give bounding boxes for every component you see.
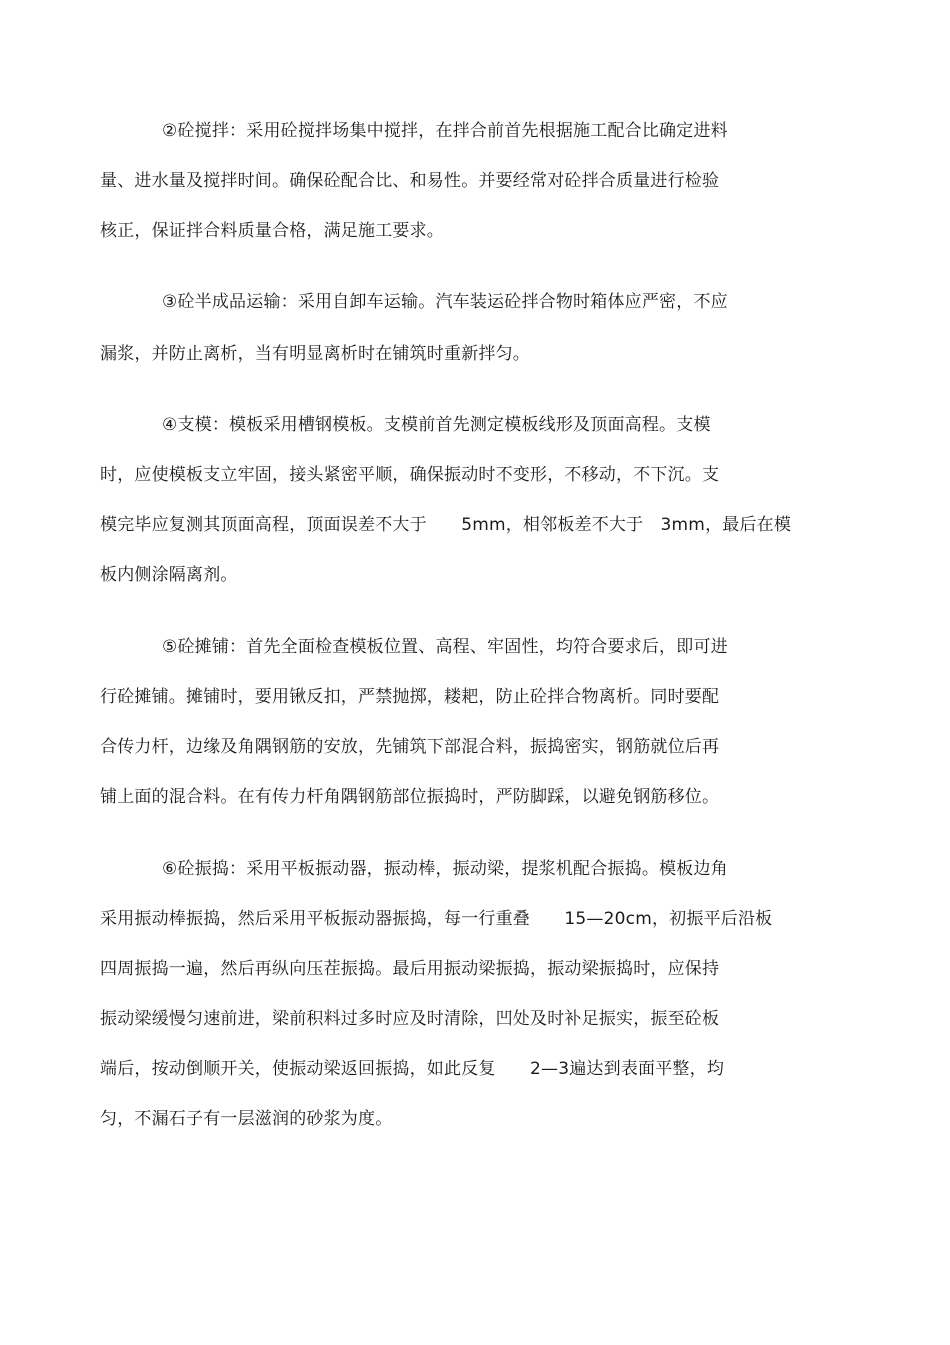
paragraph-5-line-2: 采用振动棒振捣，然后采用平板振动器振捣，每一行重叠 15—20cm，初振平后沿板 <box>100 909 773 929</box>
paragraph-1-line-2: 量、进水量及搅拌时间。确保砼配合比、和易性。并要经常对砼拌合质量进行检验 <box>100 171 720 191</box>
paragraph-1-line-1: ②砼搅拌：采用砼搅拌场集中搅拌，在拌合前首先根据施工配合比确定进料 <box>162 121 728 141</box>
paragraph-3-line-1: ④支模：模板采用槽钢模板。支模前首先测定模板线形及顶面高程。支模 <box>162 415 711 435</box>
paragraph-4-line-2: 行砼摊铺。摊铺时，要用锹反扣，严禁抛掷，耧耙，防止砼拌合物离析。同时要配 <box>100 687 720 707</box>
paragraph-5-line-3: 四周振捣一遍，然后再纵向压茬振捣。最后用振动梁振捣，振动梁振捣时，应保持 <box>100 959 720 979</box>
paragraph-5-line-1: ⑥砼振捣：采用平板振动器，振动棒，振动梁，提浆机配合振捣。模板边角 <box>162 859 728 879</box>
paragraph-4-line-4: 铺上面的混合料。在有传力杆角隅钢筋部位振捣时，严防脚踩，以避免钢筋移位。 <box>100 787 720 807</box>
paragraph-3-line-4: 板内侧涂隔离剂。 <box>100 565 238 585</box>
paragraph-2-line-1: ③砼半成品运输：采用自卸车运输。汽车装运砼拌合物时箱体应严密，不应 <box>162 292 728 312</box>
paragraph-4-line-3: 合传力杆，边缘及角隅钢筋的安放，先铺筑下部混合料，振捣密实，钢筋就位后再 <box>100 737 720 757</box>
paragraph-2-line-2: 漏浆，并防止离析，当有明显离析时在铺筑时重新拌匀。 <box>100 344 530 364</box>
paragraph-5-line-4: 振动梁缓慢匀速前进，梁前积料过多时应及时清除，凹处及时补足振实，振至砼板 <box>100 1009 720 1029</box>
paragraph-4-line-1: ⑤砼摊铺：首先全面检查模板位置、高程、牢固性，均符合要求后，即可进 <box>162 637 728 657</box>
paragraph-3-line-2: 时，应使模板支立牢固，接头紧密平顺，确保振动时不变形，不移动，不下沉。支 <box>100 465 720 485</box>
paragraph-3-line-3: 模完毕应复测其顶面高程，顶面误差不大于 5mm，相邻板差不大于 3mm，最后在模 <box>100 515 792 535</box>
paragraph-5-line-6: 匀，不漏石子有一层滋润的砂浆为度。 <box>100 1109 393 1129</box>
paragraph-5-line-5: 端后，按动倒顺开关，使振动梁返回振捣，如此反复 2—3遍达到表面平整，均 <box>100 1059 725 1079</box>
paragraph-1-line-3: 核正，保证拌合料质量合格，满足施工要求。 <box>100 221 444 241</box>
